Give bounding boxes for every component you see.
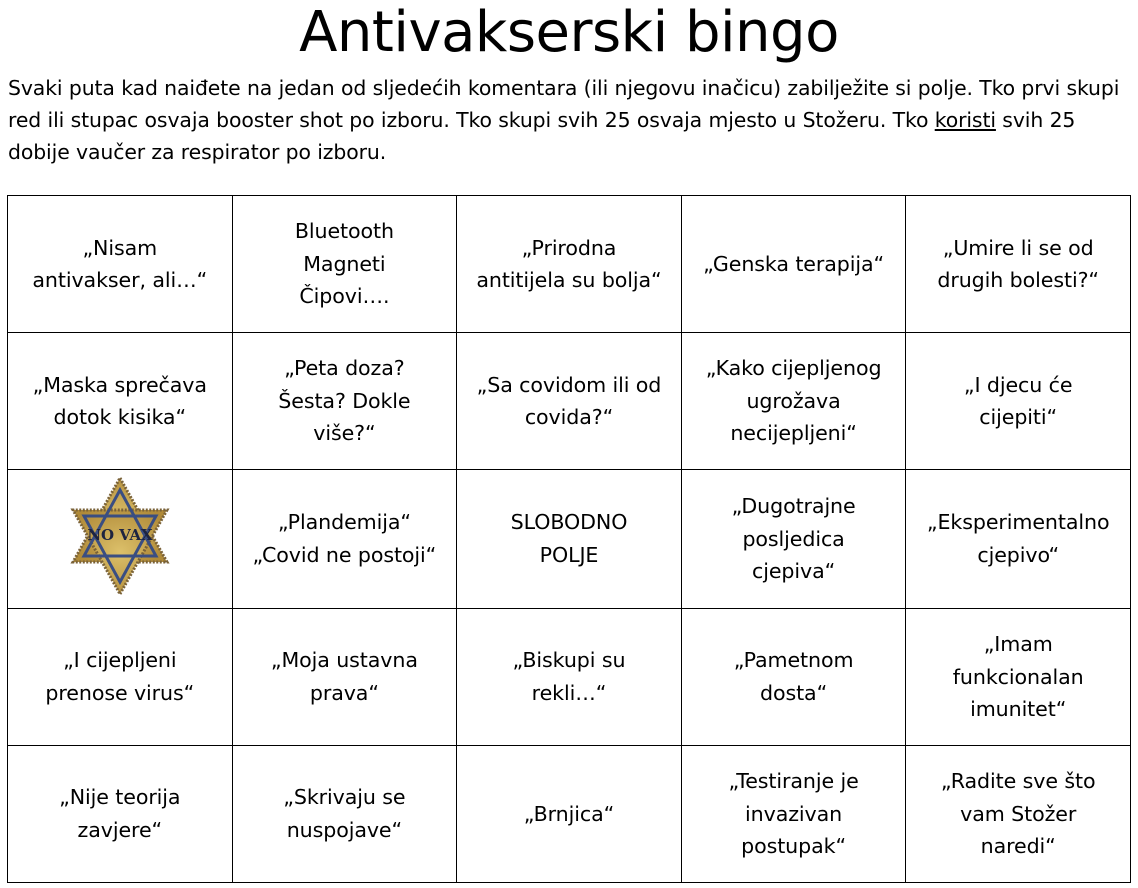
badge-text: NO VAX [87, 526, 153, 545]
bingo-row [8, 470, 1131, 609]
bingo-cell[interactable] [681, 196, 906, 333]
bingo-cell-text: „Umire li se od drugih bolesti?“ [937, 235, 1099, 293]
star-badge-icon [70, 474, 170, 598]
bingo-cell-text: „Dugotrajne posljedica cjepiva“ [731, 494, 856, 584]
bingo-cell[interactable] [681, 608, 906, 745]
bingo-cell-text: „Maska sprečava dotok kisika“ [32, 372, 207, 430]
bingo-cell-text: „Kako cijepljenog ugrožava necijepljeni“ [705, 356, 882, 446]
bingo-cell[interactable] [232, 470, 457, 609]
bingo-cell[interactable] [457, 745, 682, 882]
bingo-cell[interactable] [906, 745, 1131, 882]
bingo-cell-text: „Brnjica“ [523, 801, 615, 826]
bingo-cell-free[interactable] [457, 470, 682, 609]
bingo-cell[interactable] [681, 470, 906, 609]
bingo-cell[interactable] [8, 608, 233, 745]
bingo-cell[interactable] [457, 196, 682, 333]
bingo-cell[interactable] [8, 745, 233, 882]
bingo-cell[interactable] [906, 470, 1131, 609]
bingo-cell[interactable] [8, 196, 233, 333]
bingo-cell[interactable] [232, 196, 457, 333]
bingo-grid [7, 195, 1131, 883]
bingo-cell-text: „Genska terapija“ [703, 251, 885, 276]
bingo-cell-text: „I cijepljeni prenose virus“ [45, 648, 195, 705]
bingo-cell-text: „Sa covidom ili od covida?“ [476, 372, 662, 430]
page-title: Antivakserski bingo [299, 0, 839, 65]
bingo-cell-text: „Nije teorija zavjere“ [59, 785, 181, 842]
bingo-cell-text: „Radite sve što vam Stožer naredi“ [940, 769, 1096, 859]
intro-underlined-word: koristi [934, 108, 996, 132]
bingo-cell-text: SLOBODNO POLJE [510, 510, 628, 567]
bingo-cell-text: „Eksperimentalno cjepivo“ [926, 510, 1110, 567]
bingo-cell-text: „I djecu će cijepiti“ [963, 372, 1073, 430]
bingo-row [8, 333, 1131, 470]
bingo-cell-text: „Nisam antivakser, ali…“ [32, 235, 208, 293]
bingo-cell-text: „Skrivaju se nuspojave“ [283, 785, 406, 842]
bingo-cell-text: Bluetooth Magneti Čipovi…. [294, 219, 394, 309]
bingo-cell[interactable] [906, 333, 1131, 470]
bingo-cell[interactable] [681, 745, 906, 882]
bingo-cell-text: „Plandemija“ „Covid ne postoji“ [252, 510, 437, 567]
bingo-cell[interactable] [906, 608, 1131, 745]
intro-paragraph [8, 72, 1133, 168]
bingo-cell-text: „Peta doza? Šesta? Dokle više?“ [278, 356, 411, 446]
bingo-cell[interactable] [232, 745, 457, 882]
bingo-cell-text: „Prirodna antitijela su bolja“ [476, 235, 662, 293]
bingo-cell[interactable] [906, 196, 1131, 333]
bingo-cell[interactable] [8, 333, 233, 470]
bingo-row [8, 608, 1131, 745]
bingo-cell[interactable] [232, 333, 457, 470]
intro-text-end: svih 25 dobije vaučer za respirator po izboru. [8, 108, 1076, 164]
bingo-cell-text: „Imam funkcionalan imunitet“ [952, 632, 1084, 722]
bingo-cell-text: „Moja ustavna prava“ [270, 648, 418, 705]
bingo-cell[interactable] [457, 333, 682, 470]
bingo-cell[interactable] [681, 333, 906, 470]
bingo-row [8, 196, 1131, 333]
bingo-cell[interactable] [457, 608, 682, 745]
bingo-cell-text: „Biskupi su rekli…“ [512, 648, 626, 705]
bingo-cell-text: „Testiranje je invazivan postupak“ [728, 769, 859, 859]
bingo-cell[interactable] [232, 608, 457, 745]
bingo-cell-text: „Pametnom dosta“ [733, 648, 854, 705]
bingo-row [8, 745, 1131, 882]
star-badge-svg [70, 474, 170, 598]
intro-text-start: Svaki puta kad naiđete na jedan od sljedećih komentara (ili njegovu inačicu) zabilježite si polje. Tko prvi skupi red ili stupac osvaja booster shot po izboru. Tko skupi svih 25 osvaja mjesto u Stožeru. Tko [8, 76, 1120, 132]
bingo-cell-image[interactable] [8, 470, 233, 609]
